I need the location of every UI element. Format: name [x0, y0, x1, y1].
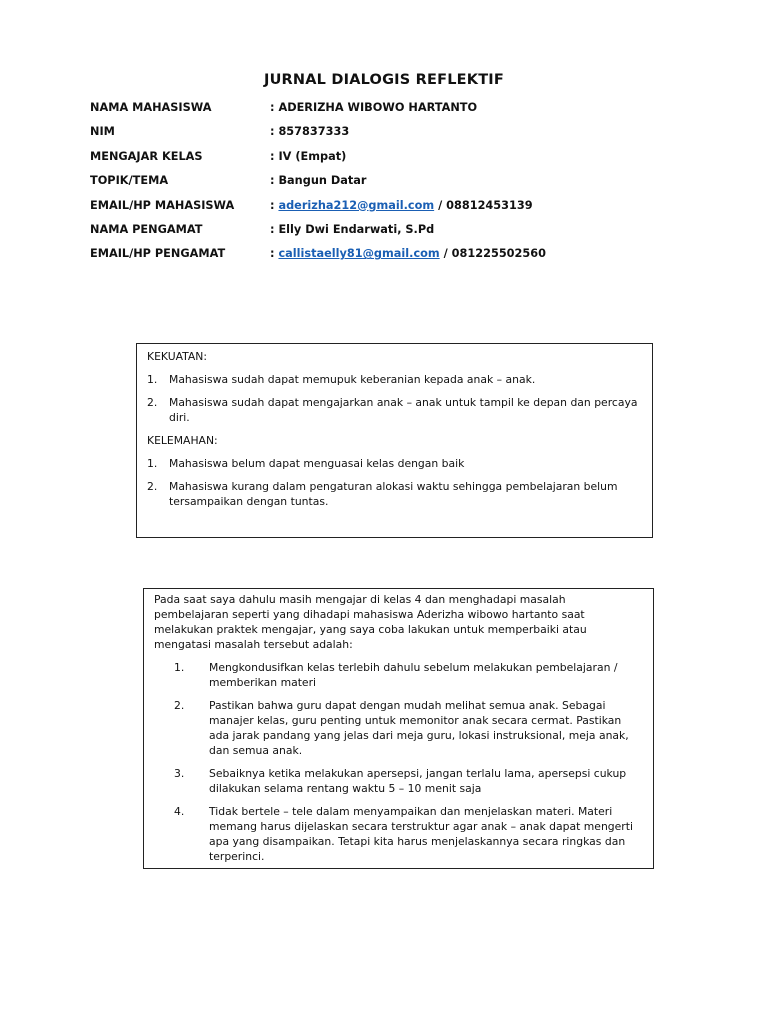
info-prefix: :: [270, 198, 279, 212]
kelemahan-heading: KELEMAHAN:: [147, 434, 218, 447]
kekuatan-heading: KEKUATAN:: [147, 350, 207, 363]
info-label: TOPIK/TEMA: [90, 174, 169, 188]
list-text: Mengkondusifkan kelas terlebih dahulu sebelum melakukan pembelajaran / memberikan materi: [209, 661, 618, 689]
list-text: Mahasiswa kurang dalam pengaturan alokasi waktu sehingga pembelajaran belum tersampaikan dengan tuntas.: [169, 480, 618, 508]
info-label: NAMA PENGAMAT: [90, 222, 203, 236]
list-number: 1.: [147, 457, 158, 470]
info-value: : IV (Empat): [270, 149, 347, 163]
phone-number: / 08812453139: [434, 198, 533, 212]
list-number: 1.: [147, 373, 158, 386]
list-text: Pastikan bahwa guru dapat dengan mudah melihat semua anak. Sebagai manajer kelas, guru penting untuk memonitor anak secara cermat. Pastikan ada jarak pandang yang jelas dari meja guru, lokasi instruksional, meja anak, dan semua anak.: [209, 699, 629, 757]
list-item: [174, 660, 643, 690]
list-item: [147, 479, 642, 509]
list-text: Tidak bertele – tele dalam menyampaikan dan menjelaskan materi. Materi memang harus dijelaskan secara terstruktur agar anak – anak dapat mengerti apa yang disampaikan. Tetapi kita harus menjelaskannya secara ringkas dan terperinci.: [209, 805, 633, 863]
info-value: [270, 199, 690, 212]
list-item: [174, 804, 643, 864]
info-label: NAMA MAHASISWA: [90, 101, 212, 114]
info-value: : ADERIZHA WIBOWO HARTANTO: [270, 101, 478, 114]
info-value: [270, 247, 690, 260]
info-row-email-pengamat: [90, 247, 690, 271]
identity-info: [90, 101, 690, 272]
list-item: [174, 698, 643, 758]
list-number: 2.: [174, 699, 185, 712]
email-link-mahasiswa[interactable]: aderizha212@gmail.com: [278, 198, 435, 212]
info-prefix: :: [270, 247, 279, 261]
info-label: MENGAJAR KELAS: [90, 149, 203, 163]
phone-number: / 081225502560: [439, 247, 546, 261]
reflection-list: [154, 660, 643, 864]
list-number: 1.: [174, 661, 185, 674]
list-text: Mahasiswa sudah dapat memupuk keberanian kepada anak – anak.: [169, 373, 536, 386]
list-number: 2.: [147, 396, 158, 409]
kekuatan-list: [147, 372, 642, 425]
list-item: [174, 766, 643, 796]
info-row-email-mahasiswa: [90, 199, 690, 223]
list-item: [147, 395, 642, 425]
list-text: Mahasiswa sudah dapat mengajarkan anak – anak untuk tampil ke depan dan percaya diri.: [169, 396, 638, 424]
info-row-nama-mahasiswa: [90, 101, 690, 125]
info-value: : Elly Dwi Endarwati, S.Pd: [270, 222, 435, 236]
list-text: Mahasiswa belum dapat menguasai kelas dengan baik: [169, 457, 465, 470]
list-text: Sebaiknya ketika melakukan apersepsi, jangan terlalu lama, apersepsi cukup dilakukan selama rentang waktu 5 – 10 menit saja: [209, 767, 627, 795]
info-value: : 857837333: [270, 125, 350, 139]
info-row-nama-pengamat: [90, 223, 690, 247]
reflection-intro: Pada saat saya dahulu masih mengajar di kelas 4 dan menghadapi masalah pembelajaran seperti yang dihadapi mahasiswa Aderizha wibowo hartanto saat melakukan praktek mengajar, yang saya coba lakukan untuk memperbaiki atau mengatasi masalah tersebut adalah:: [154, 593, 587, 651]
list-number: 3.: [174, 767, 185, 780]
info-value: : Bangun Datar: [270, 174, 367, 188]
info-row-mengajar-kelas: [90, 150, 690, 174]
reflection-box: [143, 588, 654, 869]
info-row-topik: [90, 174, 690, 198]
list-number: 4.: [174, 805, 185, 818]
list-item: [147, 372, 642, 387]
info-label: NIM: [90, 125, 115, 139]
document-title: JURNAL DIALOGIS REFLEKTIF: [263, 72, 505, 88]
info-label: EMAIL/HP MAHASISWA: [90, 198, 235, 212]
list-number: 2.: [147, 480, 158, 493]
list-item: [147, 456, 642, 471]
info-row-nim: [90, 125, 690, 149]
email-link-pengamat[interactable]: callistaelly81@gmail.com: [278, 247, 440, 261]
kelemahan-list: [147, 456, 642, 509]
strengths-weaknesses-box: [136, 343, 653, 538]
info-label: EMAIL/HP PENGAMAT: [90, 247, 226, 261]
